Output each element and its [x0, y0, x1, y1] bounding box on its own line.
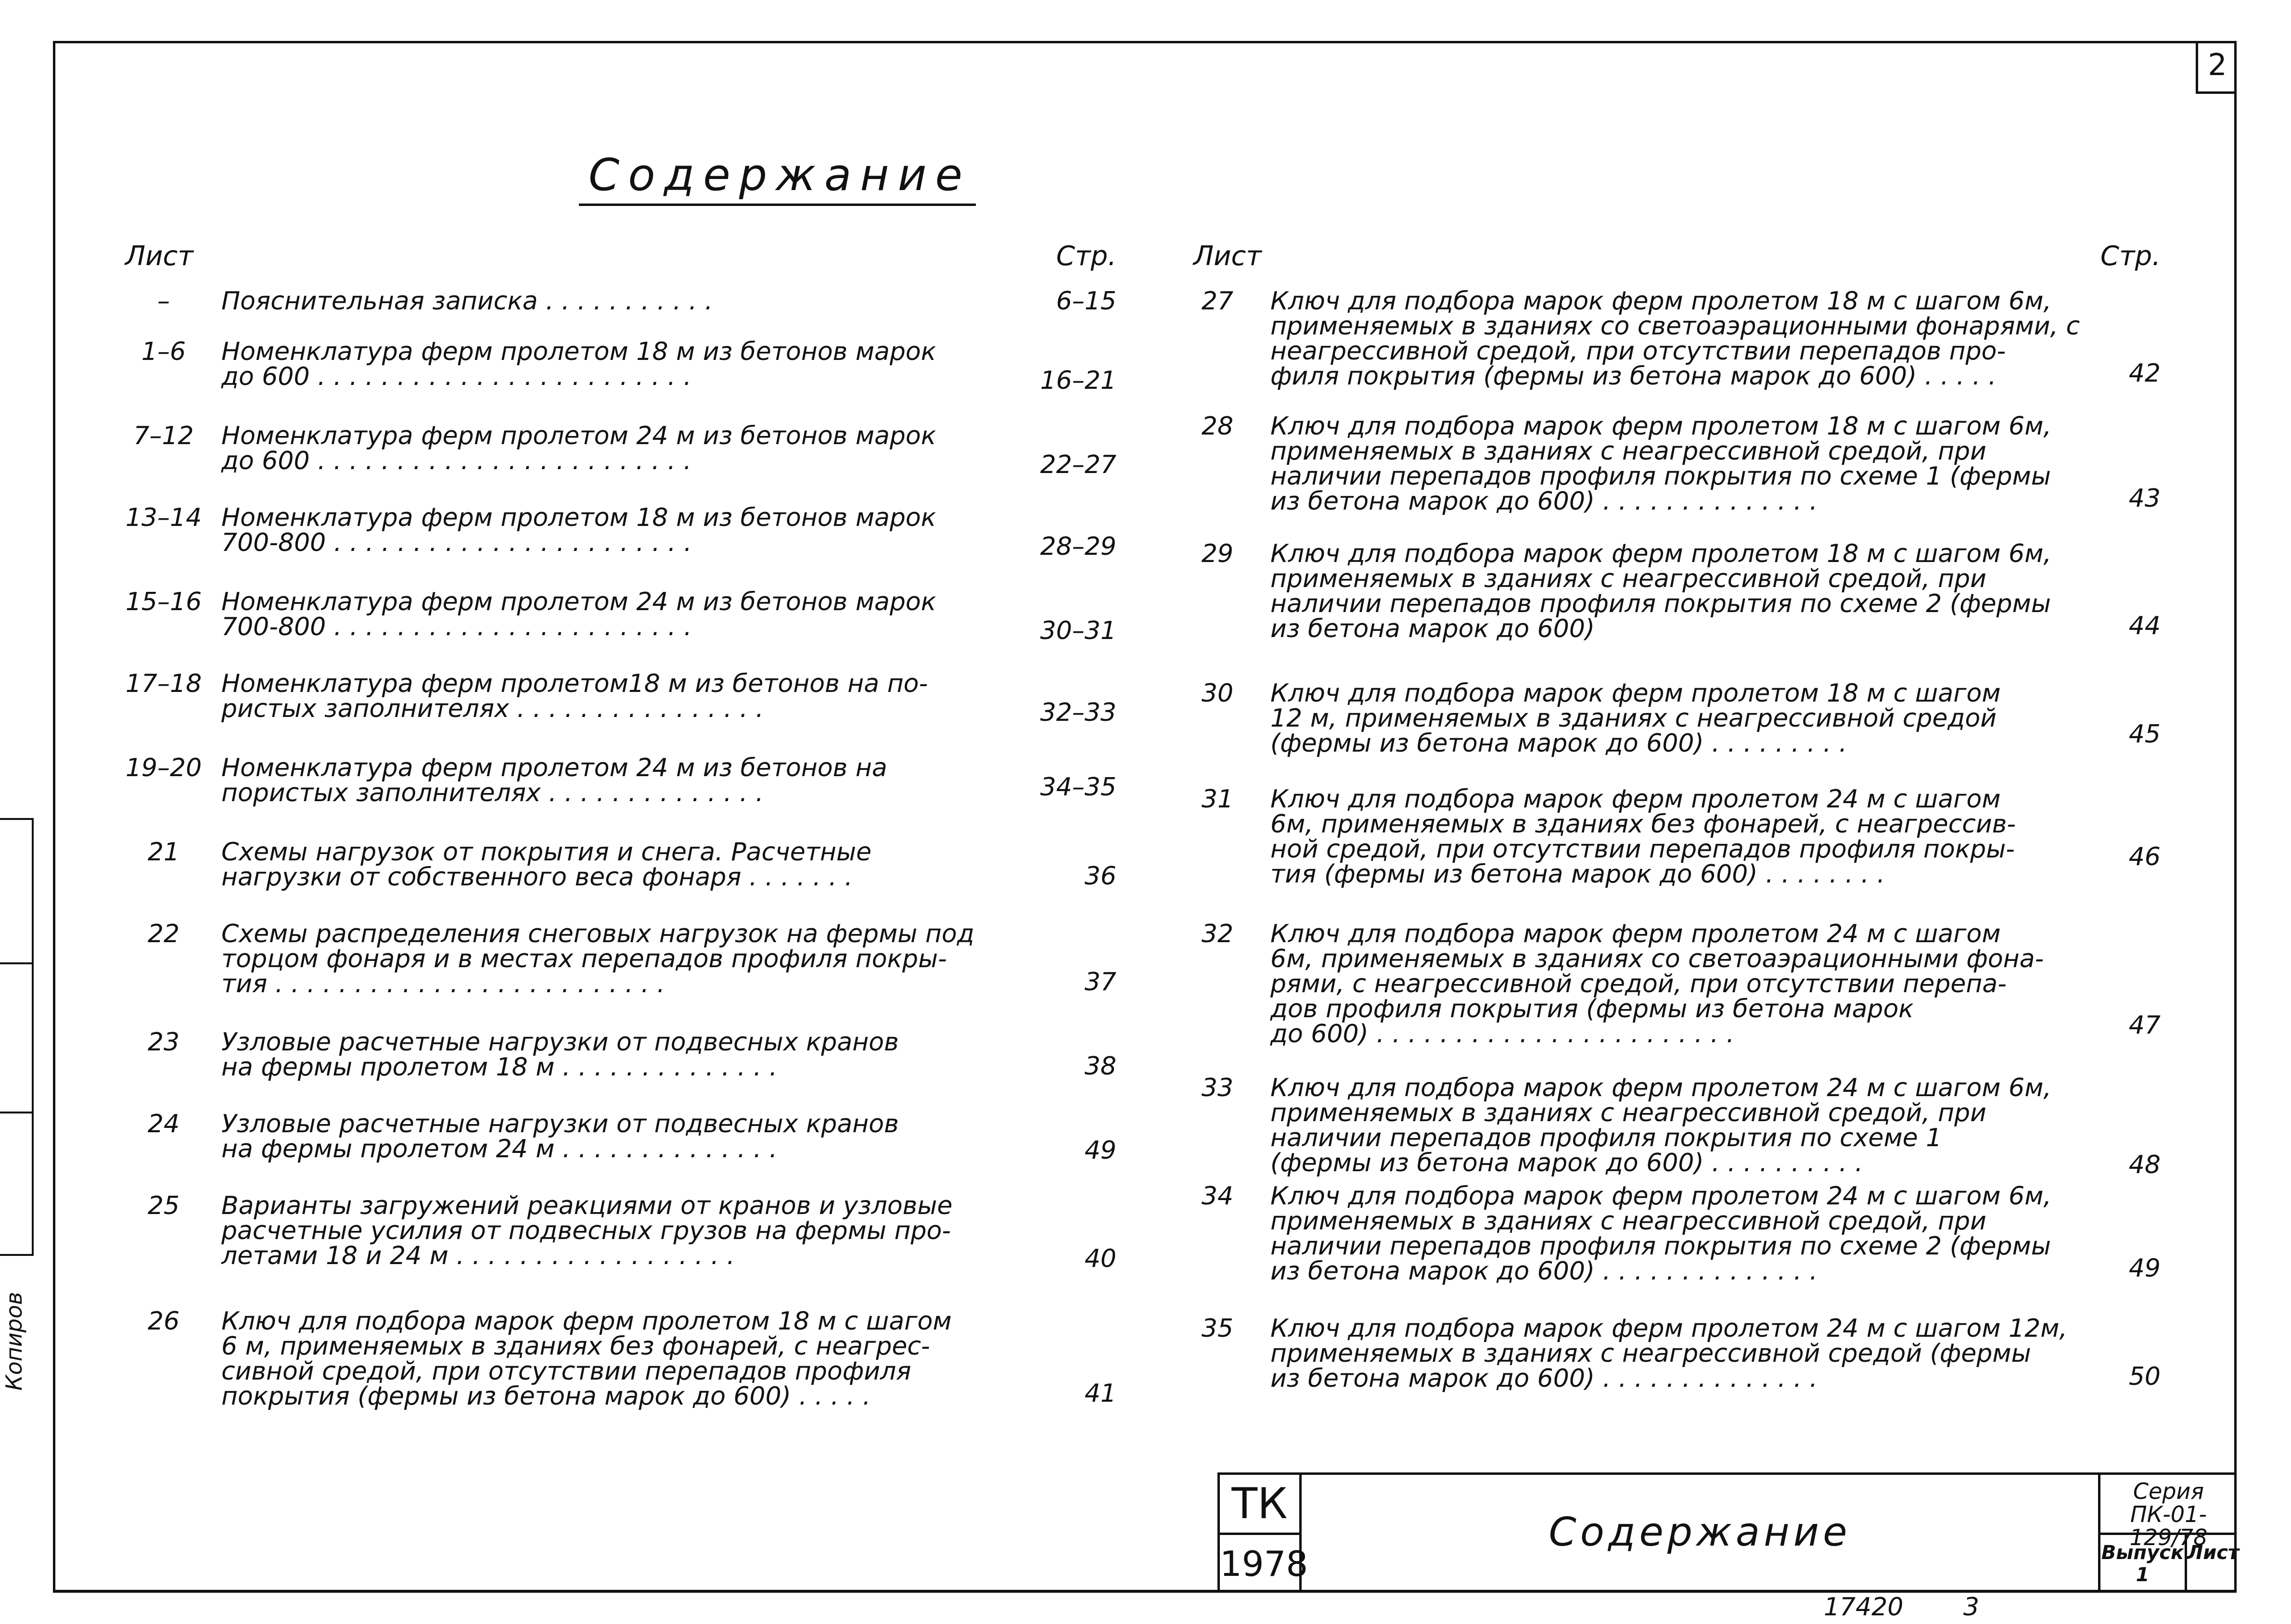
toc-pages: 43 — [2128, 484, 2161, 513]
toc-header — [1193, 241, 2161, 289]
toc-entry — [115, 755, 1116, 840]
stamp-sheet-label: Лист — [2187, 1542, 2240, 1564]
toc-entry — [115, 505, 1116, 589]
toc-entry — [115, 921, 1116, 1030]
page-number: 2 — [2208, 47, 2227, 82]
toc-text: Ключ для подбора марок ферм пролетом 24 м с шагом 12м, применяемых в зданиях с неагрессивной средой (фермы из бетона марок до 600) . . . . . . . . . . . . . . — [1270, 1314, 2068, 1393]
toc-sheet: 33 — [1201, 1074, 1234, 1102]
toc-pages: 47 — [2128, 1011, 2161, 1040]
toc-sheet: 15–16 — [125, 588, 202, 616]
page-column-header: Стр. — [1056, 241, 1116, 272]
toc-text: Узловые расчетные нагрузки от подвесных кранов на фермы пролетом 18 м . . . . . . . . . . . . . . — [221, 1028, 899, 1082]
toc-pages: 30–31 — [1040, 616, 1116, 645]
toc-sheet: 35 — [1201, 1314, 1234, 1343]
toc-text: Номенклатура ферм пролетом 18 м из бетонов марок 700-800 . . . . . . . . . . . . . . . . . . . . . . . — [221, 503, 936, 557]
toc-pages: 45 — [2128, 720, 2161, 749]
toc-sheet: 17–18 — [125, 669, 202, 698]
toc-sheet: 22 — [147, 920, 180, 948]
toc-sheet: 23 — [147, 1028, 180, 1057]
margin-note: Копиров — [1, 1292, 27, 1391]
toc-sheet: 1–6 — [141, 337, 186, 366]
toc-pages: 22–27 — [1040, 450, 1116, 479]
toc-sheet: – — [157, 287, 170, 316]
toc-text: Номенклатура ферм пролетом18 м из бетонов на по- ристых заполнителях . . . . . . . . . . . . . . . . — [221, 669, 928, 723]
toc-sheet: 24 — [147, 1110, 180, 1138]
stamp-series-label: Серия — [2133, 1478, 2204, 1504]
toc-text: Ключ для подбора марок ферм пролетом 24 м с шагом 6м, применяемых в зданиях с неагрессивной средой, при наличии перепадов профиля покрытия по схеме 2 (фермы из бетона марок до 600) . . . . . . . . . . . . . . — [1270, 1182, 2051, 1286]
toc-sheet: 21 — [147, 838, 180, 867]
toc-pages: 16–21 — [1040, 366, 1116, 395]
margin-tab — [0, 818, 34, 962]
stamp-issue-value: 1 — [2136, 1564, 2150, 1586]
stamp-code-cell — [1220, 1475, 1302, 1535]
toc-entry — [1193, 681, 2161, 787]
toc-pages: 6–15 — [1056, 287, 1116, 316]
toc-entry — [115, 423, 1116, 505]
sheet-column-header: Лист — [125, 241, 193, 272]
toc-entry — [115, 671, 1116, 755]
toc-text: Ключ для подбора марок ферм пролетом 18 м с шагом 12 м, применяемых в зданиях с неагрессивной средой (фермы из бетона марок до 600) . . . . . . . . . — [1270, 679, 2001, 758]
toc-pages: 42 — [2128, 359, 2161, 388]
toc-left-column — [115, 241, 1116, 1424]
toc-text: Номенклатура ферм пролетом 18 м из бетонов марок до 600 . . . . . . . . . . . . . . . . . . . . . . . . — [221, 337, 936, 391]
margin-tab — [0, 962, 34, 1112]
toc-pages: 38 — [1084, 1052, 1116, 1081]
toc-sheet: 32 — [1201, 920, 1234, 948]
toc-pages: 49 — [1084, 1136, 1116, 1165]
toc-entry — [115, 1193, 1116, 1309]
stamp-series-cell — [2100, 1475, 2237, 1550]
toc-text: Пояснительная записка . . . . . . . . . . . — [221, 287, 713, 316]
toc-entry — [1193, 414, 2161, 541]
stamp-series-value: ПК-01-129/78 — [2129, 1501, 2208, 1550]
toc-text: Узловые расчетные нагрузки от подвесных кранов на фермы пролетом 24 м . . . . . . . . . . . . . . — [221, 1110, 899, 1164]
toc-sheet: 34 — [1201, 1182, 1234, 1211]
toc-sheet: 25 — [147, 1191, 180, 1220]
toc-entry — [115, 589, 1116, 671]
toc-text: Ключ для подбора марок ферм пролетом 18 м с шагом 6м, применяемых в зданиях с неагрессивной средой, при наличии перепадов профиля покрытия по схеме 1 (фермы из бетона марок до 600) . . . . . . . . . . . . . . — [1270, 412, 2051, 516]
toc-entry — [1193, 1316, 2161, 1412]
toc-pages: 46 — [2128, 843, 2161, 871]
toc-pages: 32–33 — [1040, 698, 1116, 727]
toc-text: Номенклатура ферм пролетом 24 м из бетонов марок до 600 . . . . . . . . . . . . . . . . . . . . . . . . — [221, 422, 936, 475]
toc-sheet: 26 — [147, 1307, 180, 1336]
toc-text: Схемы нагрузок от покрытия и снега. Расчетные нагрузки от собственного веса фонаря . . . . . . . — [221, 838, 872, 892]
document-title: Содержание — [579, 149, 976, 206]
toc-sheet: 27 — [1201, 287, 1234, 316]
toc-entry — [115, 339, 1116, 423]
toc-entry — [1193, 541, 2161, 681]
toc-pages: 36 — [1084, 862, 1116, 891]
stamp-title: Содержание — [1549, 1509, 1851, 1555]
stamp-code: ТК — [1231, 1479, 1288, 1528]
toc-pages: 40 — [1084, 1244, 1116, 1273]
stamp-issue-cell — [2100, 1535, 2187, 1593]
page-number-box — [2196, 41, 2237, 94]
toc-pages: 34–35 — [1040, 773, 1116, 802]
inventory-number: 17420 — [1824, 1593, 1904, 1622]
toc-entry — [1193, 787, 2161, 921]
toc-sheet: 31 — [1201, 785, 1234, 814]
stamp-year: 1978 — [1220, 1544, 1308, 1584]
copy-number: 3 — [1963, 1593, 1980, 1622]
toc-pages: 41 — [1084, 1379, 1116, 1408]
toc-pages: 37 — [1084, 968, 1116, 997]
toc-sheet: 29 — [1201, 539, 1234, 568]
document-title-wrap — [0, 149, 2291, 206]
toc-entry — [115, 1030, 1116, 1112]
toc-header — [115, 241, 1116, 289]
toc-sheet: 28 — [1201, 412, 1234, 441]
toc-text: Ключ для подбора марок ферм пролетом 18 м с шагом 6м, применяемых в зданиях со светоаэрационными фонарями, с неагрессивной средой, при отсутствии перепадов про- филя покрытия (фермы из бетона марок до 600) . . . . . — [1270, 287, 2080, 391]
stamp-sheet-cell — [2187, 1535, 2240, 1593]
toc-sheet: 19–20 — [125, 754, 202, 782]
toc-right-column — [1193, 241, 2161, 1412]
toc-text: Ключ для подбора марок ферм пролетом 24 м с шагом 6м, применяемых в зданиях со светоаэрационными фона- рями, с неагрессивной средой, при отсутствии перепа- дов профиля покрытия (фермы из бетона марок до 600) . . . . . . . . . . . . . . . . . . . . . . . — [1270, 920, 2044, 1049]
toc-sheet: 13–14 — [125, 503, 202, 532]
toc-entry — [1193, 921, 2161, 1075]
title-block — [1217, 1472, 2240, 1593]
toc-pages: 48 — [2128, 1151, 2161, 1179]
stamp-issue-label: Выпуск — [2101, 1542, 2184, 1564]
toc-text: Ключ для подбора марок ферм пролетом 18 м с шагом 6м, применяемых в зданиях с неагрессивной средой, при наличии перепадов профиля покрытия по схеме 2 (фермы из бетона марок до 600) — [1270, 539, 2051, 643]
sheet-column-header: Лист — [1193, 241, 1262, 272]
toc-entry — [115, 840, 1116, 921]
toc-text: Номенклатура ферм пролетом 24 м из бетонов на пористых заполнителях . . . . . . . . . . . . . . — [221, 754, 887, 807]
toc-text: Ключ для подбора марок ферм пролетом 24 м с шагом 6м, применяемых в зданиях без фонарей, с неагрессив- ной средой, при отсутствии перепадов профиля покры- тия (фермы из бетона марок до 600) . . . . . . . . — [1270, 785, 2016, 889]
toc-entry — [1193, 1075, 2161, 1184]
toc-pages: 50 — [2128, 1362, 2161, 1391]
toc-text: Варианты загружений реакциями от кранов и узловые расчетные усилия от подвесных грузов на фермы про- летами 18 и 24 м . . . . . . . . . . . . . . . . . . — [221, 1191, 953, 1270]
toc-pages: 44 — [2128, 612, 2161, 640]
toc-entry — [115, 289, 1116, 339]
toc-entry — [115, 1309, 1116, 1424]
toc-text: Ключ для подбора марок ферм пролетом 18 м с шагом 6 м, применяемых в зданиях без фонарей, с неагрес- сивной средой, при отсутствии перепадов профиля покрытия (фермы из бетона марок до 600) . . . . . — [221, 1307, 952, 1411]
margin-tab — [0, 1112, 34, 1256]
stamp-year-cell — [1220, 1535, 1308, 1593]
page-column-header: Стр. — [2100, 241, 2161, 272]
toc-sheet: 30 — [1201, 679, 1234, 708]
toc-entry — [115, 1112, 1116, 1193]
toc-pages: 28–29 — [1040, 532, 1116, 561]
toc-text: Номенклатура ферм пролетом 24 м из бетонов марок 700-800 . . . . . . . . . . . . . . . . . . . . . . . — [221, 588, 936, 641]
toc-text: Схемы распределения снеговых нагрузок на фермы под торцом фонаря и в местах перепадов профиля покры- тия . . . . . . . . . . . . . . . . . . . . . . . . . — [221, 920, 974, 998]
toc-entry — [1193, 1184, 2161, 1316]
stamp-title-cell — [1302, 1475, 2100, 1593]
toc-pages: 49 — [2128, 1254, 2161, 1283]
toc-text: Ключ для подбора марок ферм пролетом 24 м с шагом 6м, применяемых в зданиях с неагрессивной средой, при наличии перепадов профиля покрытия по схеме 1 (фермы из бетона марок до 600) . . . . . . . . . . — [1270, 1074, 2051, 1177]
toc-sheet: 7–12 — [133, 422, 194, 450]
toc-entry — [1193, 289, 2161, 414]
